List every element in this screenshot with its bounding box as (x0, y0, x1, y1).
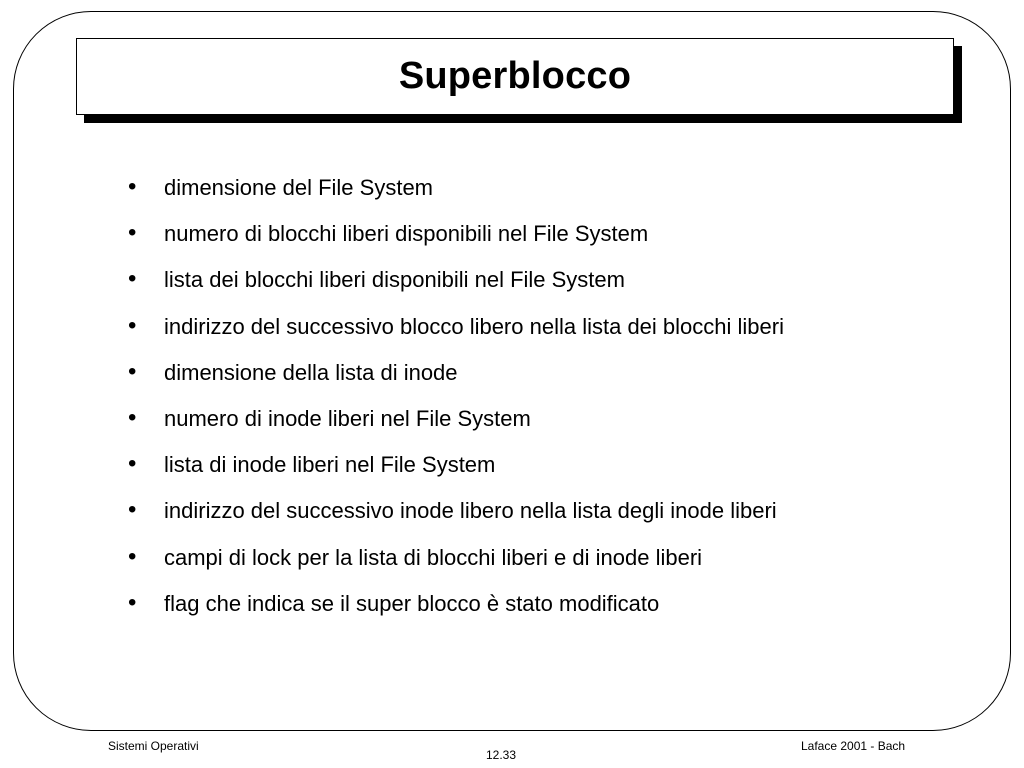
bullet-dot-icon: • (128, 265, 137, 293)
bullet-dot-icon: • (128, 542, 137, 570)
footer-page-number: 12.33 (486, 748, 517, 762)
footer-author: Laface 2001 - Bach (801, 739, 906, 753)
bullet-text: numero di blocchi liberi disponibili nel File System (164, 221, 649, 247)
list-item (128, 307, 784, 353)
bullet-dot-icon: • (128, 450, 137, 478)
bullet-dot-icon: • (128, 219, 137, 247)
bullet-text: numero di inode liberi nel File System (164, 405, 531, 431)
list-item (128, 214, 784, 260)
list-item (128, 491, 784, 537)
list-item (128, 445, 784, 491)
bullet-text: lista dei blocchi liberi disponibili nel File System (164, 267, 625, 293)
bullet-text: indirizzo del successivo blocco libero nella lista dei blocchi liberi (164, 313, 784, 339)
bullet-text: dimensione della lista di inode (164, 359, 458, 385)
bullet-dot-icon: • (128, 403, 137, 431)
bullet-text: dimensione del File System (164, 175, 434, 200)
list-item (128, 538, 784, 584)
bullet-dot-icon: • (128, 173, 137, 200)
bullet-dot-icon: • (128, 311, 137, 339)
list-item (128, 168, 784, 214)
list-item (128, 399, 784, 445)
bullet-list (128, 168, 784, 630)
title-box (76, 38, 954, 115)
footer-course-name: Sistemi Operativi (108, 739, 199, 753)
list-item (128, 353, 784, 399)
bullet-text: indirizzo del successivo inode libero nella lista degli inode liberi (164, 498, 777, 524)
bullet-dot-icon: • (128, 588, 137, 616)
slide-title: Superblocco (398, 55, 632, 97)
bullet-dot-icon: • (128, 496, 137, 524)
bullet-text: flag che indica se il super blocco è stato modificato (164, 590, 660, 616)
bullet-text: campi di lock per la lista di blocchi liberi e di inode liberi (164, 544, 703, 570)
list-item (128, 584, 784, 630)
list-item (128, 260, 784, 306)
bullet-dot-icon: • (128, 357, 137, 385)
bullet-text: lista di inode liberi nel File System (164, 452, 496, 478)
